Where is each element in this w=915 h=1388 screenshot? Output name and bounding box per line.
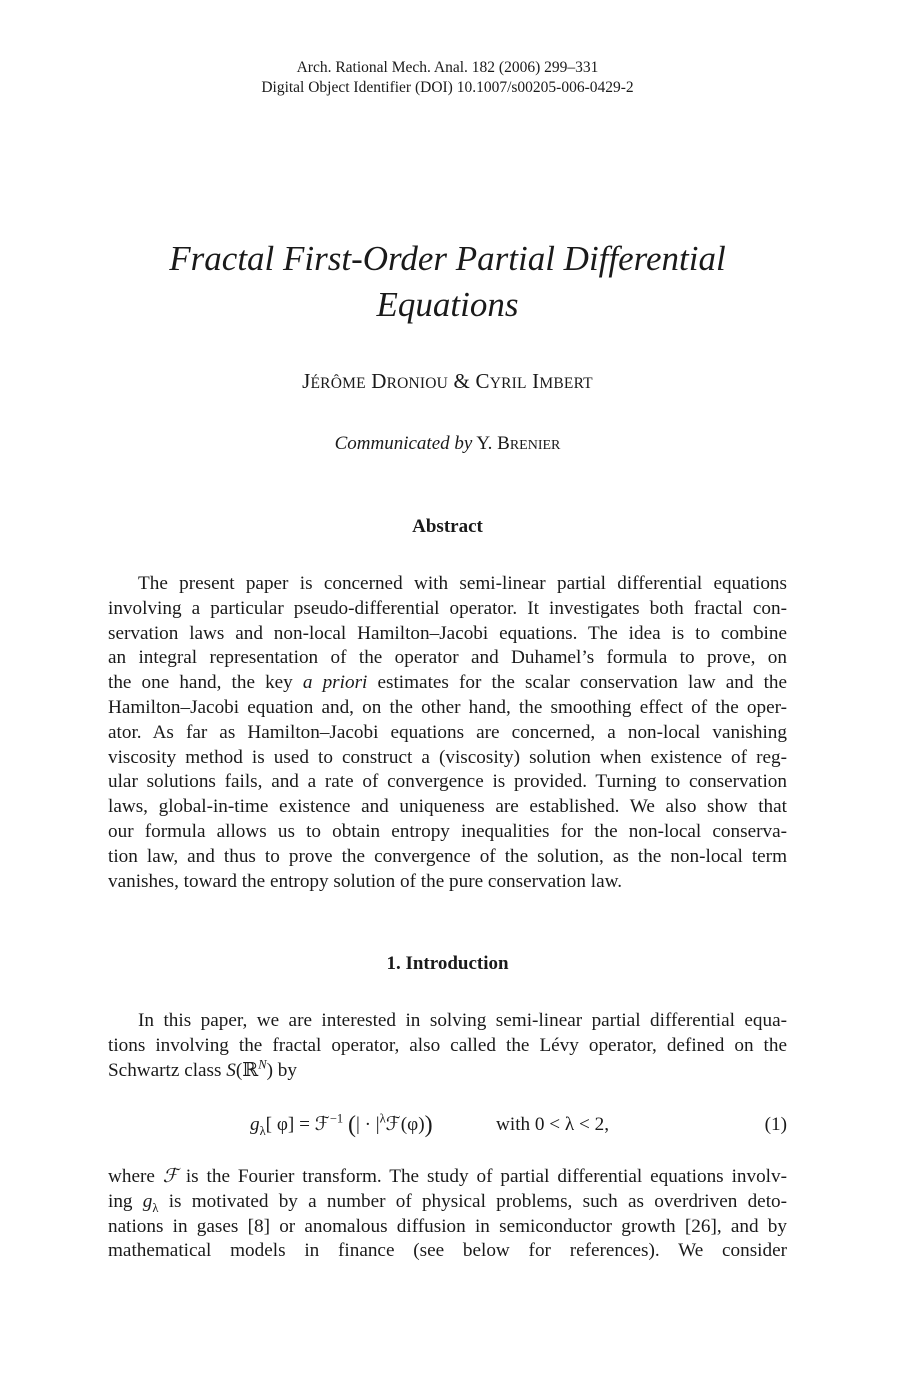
abstract-line: vanishes, toward the entropy solution of the pure conservation law. bbox=[108, 870, 623, 892]
intro-line: tions involving the fractal operator, also called the Lévy operator, defined on the bbox=[108, 1034, 787, 1056]
abstract-heading: Abstract bbox=[412, 516, 483, 537]
journal-header bbox=[0, 58, 895, 98]
abstract-line: viscosity method is used to construct a (viscosity) solution when existence of reg- bbox=[108, 746, 787, 768]
intro-line: nations in gases [8] or anomalous diffusion in semiconductor growth [26], and by bbox=[108, 1215, 787, 1237]
communicator-name: Y. BRENIER bbox=[476, 433, 561, 454]
abstract-line: laws, global-in-time existence and uniqueness are established. We also show that bbox=[108, 796, 787, 818]
abstract-line: Hamilton–Jacobi equation and, on the other hand, the smoothing effect of the oper- bbox=[108, 696, 787, 718]
doi-line: Digital Object Identifier (DOI) 10.1007/s00205-006-0429-2 bbox=[261, 79, 634, 96]
intro-line: mathematical models in finance (see below for references). We consider bbox=[108, 1240, 787, 1262]
a-priori-emphasis: a priori bbox=[302, 672, 368, 694]
author-2: CYRIL IMBERT bbox=[475, 369, 593, 393]
title-line-2: Equations bbox=[376, 285, 519, 324]
paper-title bbox=[0, 236, 895, 328]
intro-line: Schwartz class S(ℝ$^N$) by bbox=[108, 1057, 297, 1081]
abstract-line: The present paper is concerned with semi-linear partial differential equations bbox=[138, 573, 787, 594]
abstract-line: an integral representation of the operator and Duhamel’s formula to prove, on bbox=[108, 647, 787, 669]
abstract-line: ular solutions fails, and a rate of convergence is provided. Turning to conservation bbox=[108, 771, 787, 793]
abstract-line: our formula allows us to obtain entropy inequalities for the non-local conserva- bbox=[108, 820, 787, 842]
abstract-line: ator. As far as Hamilton–Jacobi equations are concerned, a non-local vanishing bbox=[108, 721, 787, 743]
equation-1 bbox=[108, 1110, 787, 1140]
intro-line: where ℱ is the Fourier transform. The study of partial differential equations involv- bbox=[108, 1166, 787, 1187]
abstract-line: the one hand, the key a priori estimates for the scalar conservation law and the bbox=[108, 672, 788, 694]
equation-number: (1) bbox=[764, 1114, 787, 1135]
author-1: JÉRÔME DRONIOU bbox=[302, 369, 449, 393]
abstract-line: involving a particular pseudo-differential operator. It investigates both fractal con- bbox=[108, 597, 787, 619]
author-list bbox=[0, 367, 895, 398]
journal-citation: Arch. Rational Mech. Anal. 182 (2006) 299–331 bbox=[296, 59, 599, 76]
intro-paragraph-1 bbox=[108, 1009, 787, 1083]
communicated-label: Communicated by bbox=[334, 433, 473, 454]
intro-line: In this paper, we are interested in solving semi-linear partial differential equa- bbox=[138, 1010, 787, 1031]
intro-paragraph-2 bbox=[108, 1165, 787, 1264]
intro-line: ing $g_\lambda$ is motivated by a number of physical problems, such as overdriven deto- bbox=[108, 1190, 788, 1215]
title-line-1: Fractal First-Order Partial Differential bbox=[169, 239, 726, 278]
communicated-by bbox=[0, 431, 895, 459]
author-separator: & bbox=[453, 369, 471, 393]
abstract-line: tion law, and thus to prove the convergence of the solution, as the non-local term bbox=[108, 845, 787, 867]
equation-condition: with 0 < λ < 2, bbox=[496, 1114, 610, 1135]
equation-body: $g_\lambda$[ φ] = ℱ$^{-1}$ (| · $|^\lambda ℱ(\varphi)$) bbox=[250, 1111, 433, 1138]
abstract-line: servation laws and non-local Hamilton–Jacobi equations. The idea is to combine bbox=[108, 622, 787, 644]
introduction-heading: 1. Introduction bbox=[386, 953, 509, 974]
abstract-text bbox=[108, 572, 787, 894]
